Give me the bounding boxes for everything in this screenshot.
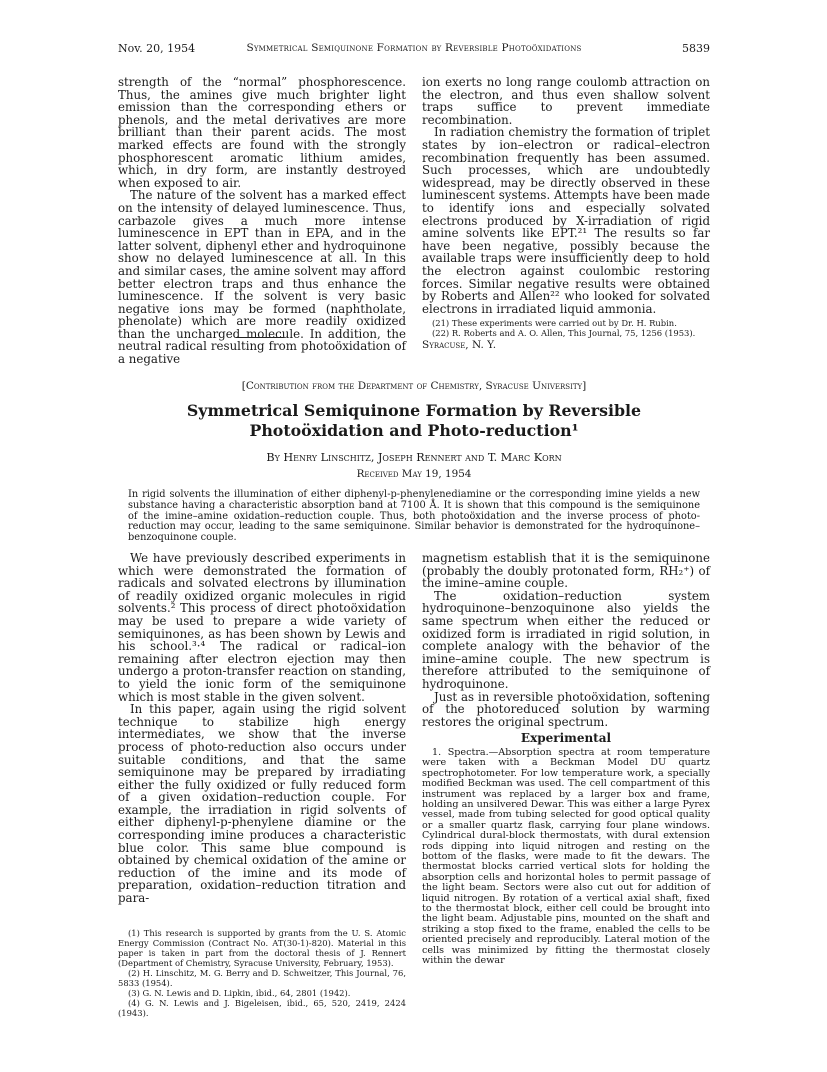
- affiliation: Syracuse, N. Y.: [422, 339, 497, 352]
- prev-article-left-column: [118, 76, 406, 366]
- paragraph: In this paper, again using the rigid solvent technique to stabilize high energy intermediates, we show that the inverse process of photo-reduction also occurs under suitable conditions, and that the same semiquinone may be prepared by irradiating either the fully oxidized or fully reduced form of a given oxidation–reduction couple. For example, the irradiation in rigid solvents of either diphenyl-p-phenylene diamine or the corresponding imine produces a characteristic blue color. This same blue compound is obtained by chemical oxidation of the amine or reduction of the imine and its mode of preparation, oxidation–reduction titration and para-: [118, 702, 406, 906]
- paragraph: ion exerts no long range coulomb attraction on the electron, and thus even shallow solvent traps suffice to prevent immediate recombination.: [422, 75, 710, 127]
- footnote: (22) R. Roberts and A. O. Allen, This Journal, 75, 1256 (1953).: [432, 328, 696, 339]
- paragraph: 1. Spectra.—Absorption spectra at room temperature were taken with a Beckman Model DU quartz spectrophotometer. For low temperature work, a specially modified Beckman was used. The cell compartment of this instrument was replaced by a larger box and frame, holding an unsilvered Dewar. This was either a large Pyrex vessel, made from tubing selected for good optical quality or a smaller quartz flask, carrying four plane windows. Cylindrical dural-block thermostats, with dural extension rods dipping into liquid nitrogen and resting on the bottom of the flasks, were made to fit the dewars. The thermostat blocks carried vertical slots for holding the absorption cells and horizontal holes to permit passage of the light beam. Sectors were also cut out for addition of liquid nitrogen. By rotation of a vertical axial shaft, fixed to the thermostat block, either cell could be brought into the light beam. Adjustable pins, mounted on the shaft and striking a stop fixed to the frame, enabled the cells to be oriented precisely and reproducibly. Lateral motion of the cells was minimized by fitting the thermostat closely within the dewar: [422, 746, 710, 967]
- footnote: (2) H. Linschitz, M. G. Berry and D. Schweitzer, This Journal, 76, 5833 (1954).: [118, 968, 406, 988]
- paragraph: We have previously described experiments in which were demonstrated the formation of radicals and solvated electrons by illumination of readily oxidized organic molecules in rigid solvents.² This process of direct photoöxidation may be used to prepare a wide variety of semiquinones, as has been shown by Lewis and his school.³·⁴ The radical or radical–ion remaining after electron ejection may then undergo a proton-transfer reaction on standing, to yield the ionic form of the semiquinone which is most stable in the given solvent.: [118, 551, 406, 704]
- paragraph: magnetism establish that it is the semiquinone (probably the doubly protonated form, RH₂⁺) of the imine–amine couple.: [422, 551, 710, 591]
- body-footnotes: [118, 928, 406, 1018]
- paragraph: The nature of the solvent has a marked effect on the intensity of delayed luminescence. Thus, carbazole gives a much more intense luminescence in EPT than in EPA, and in the latter solvent, diphenyl ether and hydroquinone show no delayed luminescence at all. In this and similar cases, the amine solvent may afford better electron traps and thus enhance the luminescence. If the solvent is very basic negative ions may be formed (naphtholate, phenolate) which are more readily oxidized than the uncharged molecule. In addition, the neutral radical resulting from photoöxidation of a negative: [118, 188, 406, 367]
- received-date: Received May 19, 1954: [356, 468, 472, 480]
- paragraph: The oxidation–reduction system hydroquinone–benzoquinone also yields the same spectrum when either the reduced or oxidized form is irradiated in rigid solution, in complete analogy with the behavior of the imine–amine couple. The new spectrum is therefore attributed to the semiquinone of hydroquinone.: [422, 588, 710, 691]
- contribution-line: [Contribution from the Department of Chemistry, Syracuse University]: [241, 380, 587, 392]
- header-page-number: 5839: [682, 42, 710, 55]
- paragraph: Just as in reversible photoöxidation, softening of the photoreduced solution by warming restores the original spectrum.: [422, 689, 710, 729]
- article-divider: [236, 337, 284, 338]
- body-left-column: [118, 552, 406, 905]
- footnote: (21) These experiments were carried out by Dr. H. Rubin.: [432, 318, 677, 329]
- footnote: (1) This research is supported by grants from the U. S. Atomic Energy Commission (Contract No. AT(30-1)-820). Material in this paper is taken in part from the doctoral thesis of J. Rennert (Department of Chemistry, Syracuse University, February, 1953).: [118, 928, 406, 968]
- footnote: (4) G. N. Lewis and J. Bigeleisen, ibid., 65, 520, 2419, 2424 (1943).: [118, 998, 406, 1018]
- body-right-column: [422, 552, 710, 966]
- prev-article-footnotes: [422, 318, 710, 338]
- header-running-title: Symmetrical Semiquinone Formation by Reversible Photoöxidations: [246, 42, 582, 54]
- abstract: In rigid solvents the illumination of either diphenyl-p-phenylenediamine or the corresponding imine yields a new substance having a characteristic absorption band at 7100 Å. It is shown that this compound is the semiquinone of the imine–amine oxidation–reduction couple. Thus, both photoöxidation and the inverse process of photo-reduction may occur, leading to the same semiquinone. Similar behavior is demonstrated for the hydroquinone–benzoquinone couple.: [128, 489, 700, 544]
- prev-article-right-column: [422, 76, 710, 352]
- section-heading-experimental: Experimental: [520, 731, 612, 746]
- paragraph: strength of the “normal” phosphorescence. Thus, the amines give much brighter light emission than the corresponding ethers or phenols, and the metal derivatives are more brilliant than their parent acids. The most marked effects are found with the strongly phosphorescent aromatic lithium amides, which, in dry form, are instantly destroyed when exposed to air.: [118, 75, 406, 190]
- paragraph: In radiation chemistry the formation of triplet states by ion–electron or radical–electron recombination frequently has been assumed. Such processes, which are undoubtedly widespread, may be directly observed in these luminescent systems. Attempts have been made to identify ions and especially solvated electrons produced by X-irradiation of rigid amine solvents like EPT.²¹ The results so far have been negative, possibly because the available traps were insufficiently deep to hold the electron against coulombic restoring forces. Similar negative results were obtained by Roberts and Allen²² who looked for solvated electrons in irradiated liquid ammonia.: [422, 125, 710, 316]
- header-date: Nov. 20, 1954: [118, 42, 196, 55]
- article-title: Symmetrical Semiquinone Formation by Reversible Photoöxidation and Photo-reduction¹: [186, 401, 642, 440]
- footnote: (3) G. N. Lewis and D. Lipkin, ibid., 64, 2801 (1942).: [128, 988, 351, 998]
- running-header: [118, 42, 710, 60]
- experimental-section: [422, 748, 710, 967]
- author-line: By Henry Linschitz, Joseph Rennert and T. Marc Korn: [266, 451, 562, 464]
